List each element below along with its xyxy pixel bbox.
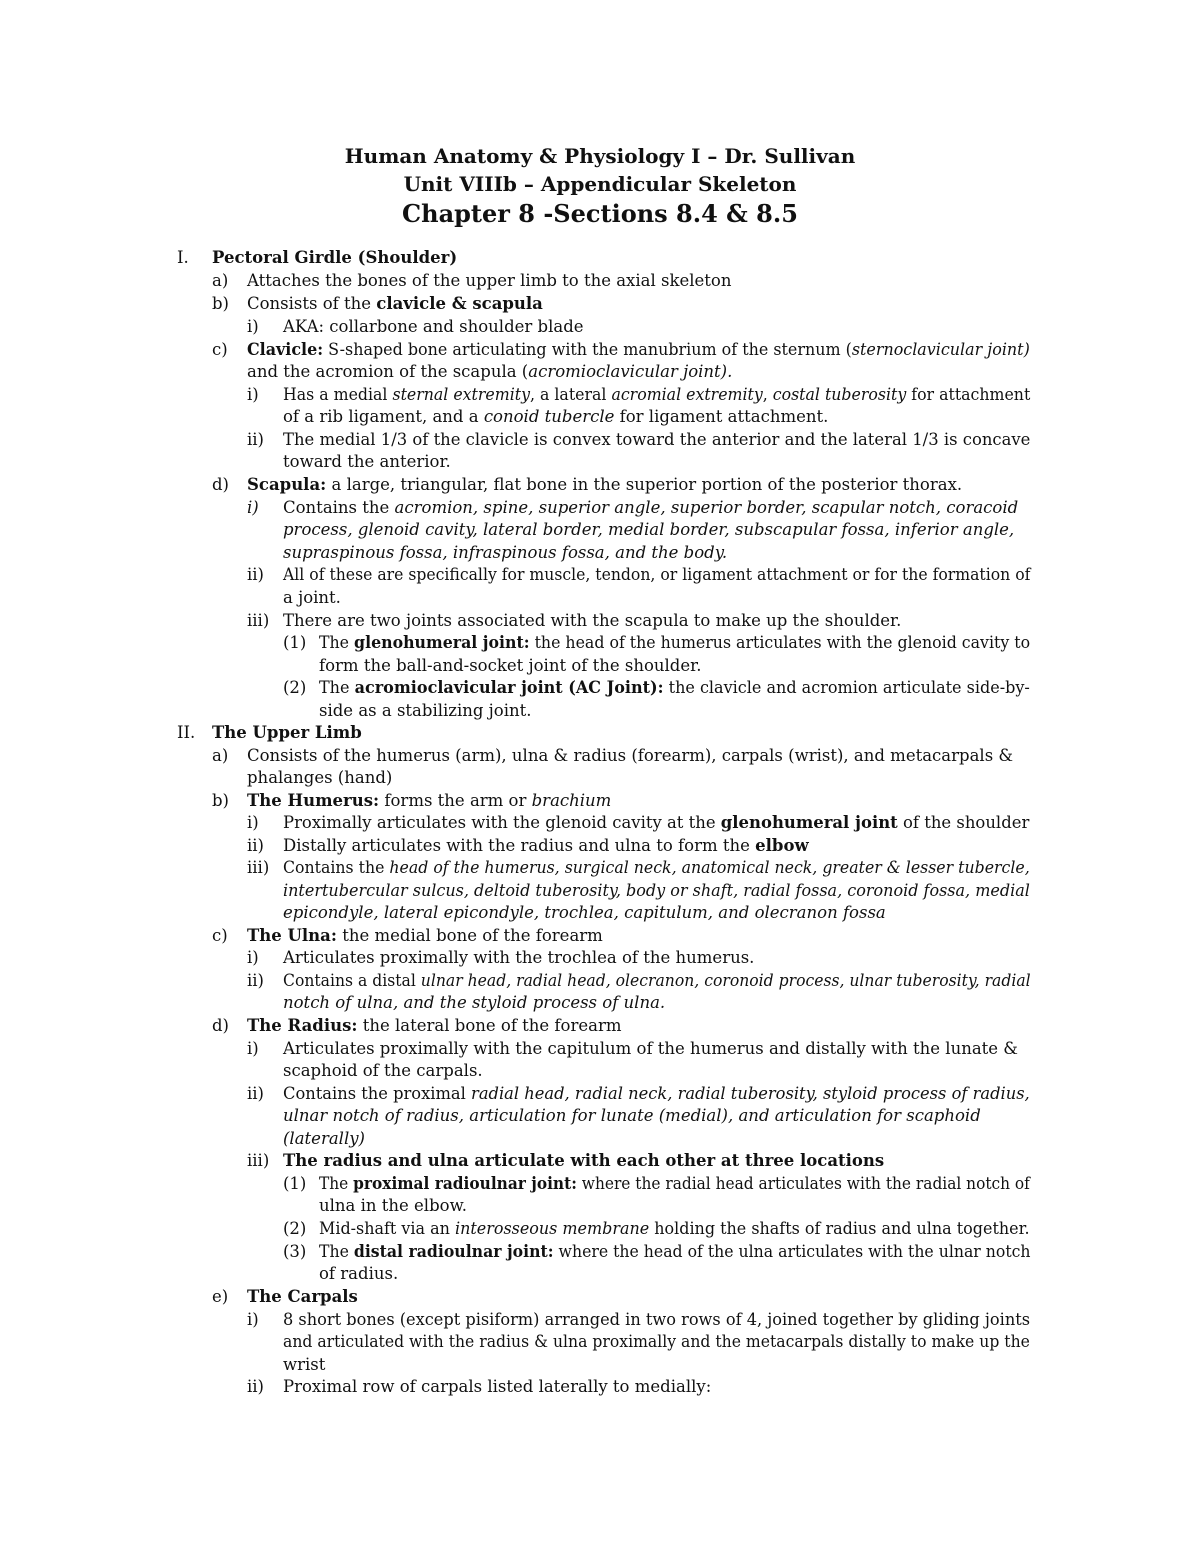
- outline-line-text: a joint.: [283, 588, 341, 607]
- list-marker: d): [212, 475, 229, 494]
- outline-line-text: process, glenoid cavity, lateral border, medial border, subscapular fossa, inferior angle,: [283, 520, 1015, 539]
- outline-line-text: of radius.: [319, 1264, 399, 1283]
- outline-line-text: epicondyle, lateral epicondyle, trochlea, capitulum, and olecranon fossa: [283, 903, 886, 922]
- outline-line-text: All of these are specifically for muscle, tendon, or ligament attachment or for the formation of: [283, 565, 1031, 584]
- outline-line-text: The acromioclavicular joint (AC Joint): the clavicle and acromion articulate side-by-: [319, 678, 1030, 697]
- list-marker: I.: [177, 248, 189, 267]
- outline-line-text: 8 short bones (except pisiform) arranged in two rows of 4, joined together by gliding joints: [283, 1310, 1031, 1329]
- outline-line-text: form the ball-and-socket joint of the shoulder.: [319, 656, 702, 675]
- outline-line-text: Consists of the humerus (arm), ulna & radius (forearm), carpals (wrist), and metacarpals &: [247, 746, 1014, 765]
- outline-line-text: ulnar notch of radius, articulation for lunate (medial), and articulation for scaphoid: [283, 1106, 981, 1125]
- list-marker: i): [247, 498, 259, 517]
- outline-line-text: Scapula: a large, triangular, flat bone in the superior portion of the posterior thorax.: [247, 475, 963, 494]
- outline-line-text: Contains the acromion, spine, superior angle, superior border, scapular notch, coracoid: [283, 498, 1019, 517]
- outline-line-text: Proximal row of carpals listed laterally to medially:: [283, 1377, 712, 1396]
- outline-line-text: wrist: [283, 1355, 326, 1374]
- outline-line-text: supraspinous fossa, infraspinous fossa, and the body.: [283, 543, 728, 562]
- list-marker: (2): [283, 678, 307, 697]
- outline-line-text: Contains the head of the humerus, surgical neck, anatomical neck, greater & lesser tubercle,: [283, 858, 1030, 877]
- list-marker: i): [247, 317, 259, 336]
- list-marker: a): [212, 271, 229, 290]
- outline-line-text: Has a medial sternal extremity, a lateral acromial extremity, costal tuberosity for attachment: [283, 385, 1031, 404]
- list-marker: b): [212, 791, 229, 810]
- outline-line-text: Proximally articulates with the glenoid cavity at the glenohumeral joint of the shoulder: [283, 813, 1030, 832]
- outline-line-text: The Carpals: [247, 1287, 358, 1306]
- list-marker: iii): [247, 611, 270, 630]
- list-marker: (1): [283, 1174, 307, 1193]
- unit-title: Unit VIIIb – Appendicular Skeleton: [403, 172, 797, 196]
- outline-line-text: The Radius: the lateral bone of the forearm: [247, 1016, 622, 1035]
- outline-line-text: The glenohumeral joint: the head of the humerus articulates with the glenoid cavity to: [319, 633, 1031, 652]
- outline-line-text: of a rib ligament, and a conoid tubercle for ligament attachment.: [283, 407, 829, 426]
- outline-line-text: The radius and ulna articulate with each other at three locations: [283, 1151, 885, 1170]
- outline-line-text: There are two joints associated with the scapula to make up the shoulder.: [283, 611, 902, 630]
- outline-line-text: Clavicle: S-shaped bone articulating with the manubrium of the sternum (sternoclavicular joint): [247, 340, 1030, 359]
- list-marker: c): [212, 926, 228, 945]
- list-marker: II.: [177, 723, 196, 742]
- outline-line-text: (laterally): [283, 1129, 365, 1148]
- outline-line-text: The Upper Limb: [212, 723, 362, 742]
- list-marker: i): [247, 1310, 259, 1329]
- outline-line-text: and articulated with the radius & ulna proximally and the metacarpals distally to make up the: [283, 1332, 1030, 1351]
- outline-line-text: phalanges (hand): [247, 768, 393, 787]
- outline-line-text: Attaches the bones of the upper limb to the axial skeleton: [247, 271, 732, 290]
- list-marker: (3): [283, 1242, 307, 1261]
- outline-line-text: notch of ulna, and the styloid process of ulna.: [283, 993, 666, 1012]
- outline-line-text: Pectoral Girdle (Shoulder): [212, 248, 458, 267]
- outline-line-text: Contains a distal ulnar head, radial head, olecranon, coronoid process, ulnar tuberosity, radial: [283, 971, 1031, 990]
- list-marker: e): [212, 1287, 229, 1306]
- outline-line-text: and the acromion of the scapula (acromioclavicular joint).: [247, 362, 733, 381]
- chapter-title: Chapter 8 -Sections 8.4 & 8.5: [402, 199, 798, 228]
- list-marker: ii): [247, 971, 264, 990]
- outline-line-text: scaphoid of the carpals.: [283, 1061, 483, 1080]
- list-marker: i): [247, 813, 259, 832]
- outline-line-text: Contains the proximal radial head, radial neck, radial tuberosity, styloid process of radius,: [283, 1084, 1030, 1103]
- outline-line-text: intertubercular sulcus, deltoid tuberosity, body or shaft, radial fossa, coronoid fossa, medial: [283, 881, 1030, 900]
- list-marker: ii): [247, 430, 264, 449]
- outline-line-text: side as a stabilizing joint.: [319, 701, 532, 720]
- list-marker: (2): [283, 1219, 307, 1238]
- outline-line-text: The proximal radioulnar joint: where the radial head articulates with the radial notch of: [319, 1174, 1030, 1193]
- outline-line-text: Mid-shaft via an interosseous membrane holding the shafts of radius and ulna together.: [319, 1219, 1030, 1238]
- outline-line-text: The Humerus: forms the arm or brachium: [247, 791, 612, 810]
- outline-line-text: The medial 1/3 of the clavicle is convex toward the anterior and the lateral 1/3 is concave: [283, 430, 1031, 449]
- outline-line-text: toward the anterior.: [283, 452, 451, 471]
- list-marker: ii): [247, 1377, 264, 1396]
- outline-line-text: Articulates proximally with the trochlea of the humerus.: [283, 948, 755, 967]
- list-marker: a): [212, 746, 229, 765]
- outline-line-text: ulna in the elbow.: [319, 1196, 467, 1215]
- outline-line-text: AKA: collarbone and shoulder blade: [283, 317, 584, 336]
- list-marker: i): [247, 385, 259, 404]
- list-marker: (1): [283, 633, 307, 652]
- outline-line-text: The distal radioulnar joint: where the head of the ulna articulates with the ulnar notch: [319, 1242, 1031, 1261]
- list-marker: iii): [247, 1151, 270, 1170]
- list-marker: i): [247, 1039, 259, 1058]
- outline-line-text: Articulates proximally with the capitulum of the humerus and distally with the lunate &: [283, 1039, 1018, 1058]
- list-marker: i): [247, 948, 259, 967]
- list-marker: ii): [247, 1084, 264, 1103]
- outline-line-text: Consists of the clavicle & scapula: [247, 294, 543, 313]
- list-marker: ii): [247, 565, 264, 584]
- list-marker: iii): [247, 858, 270, 877]
- outline-line-text: The Ulna: the medial bone of the forearm: [247, 926, 603, 945]
- list-marker: b): [212, 294, 229, 313]
- list-marker: d): [212, 1016, 229, 1035]
- outline-line-text: Distally articulates with the radius and ulna to form the elbow: [283, 836, 809, 855]
- list-marker: ii): [247, 836, 264, 855]
- list-marker: c): [212, 340, 228, 359]
- course-title: Human Anatomy & Physiology I – Dr. Sullivan: [344, 144, 856, 168]
